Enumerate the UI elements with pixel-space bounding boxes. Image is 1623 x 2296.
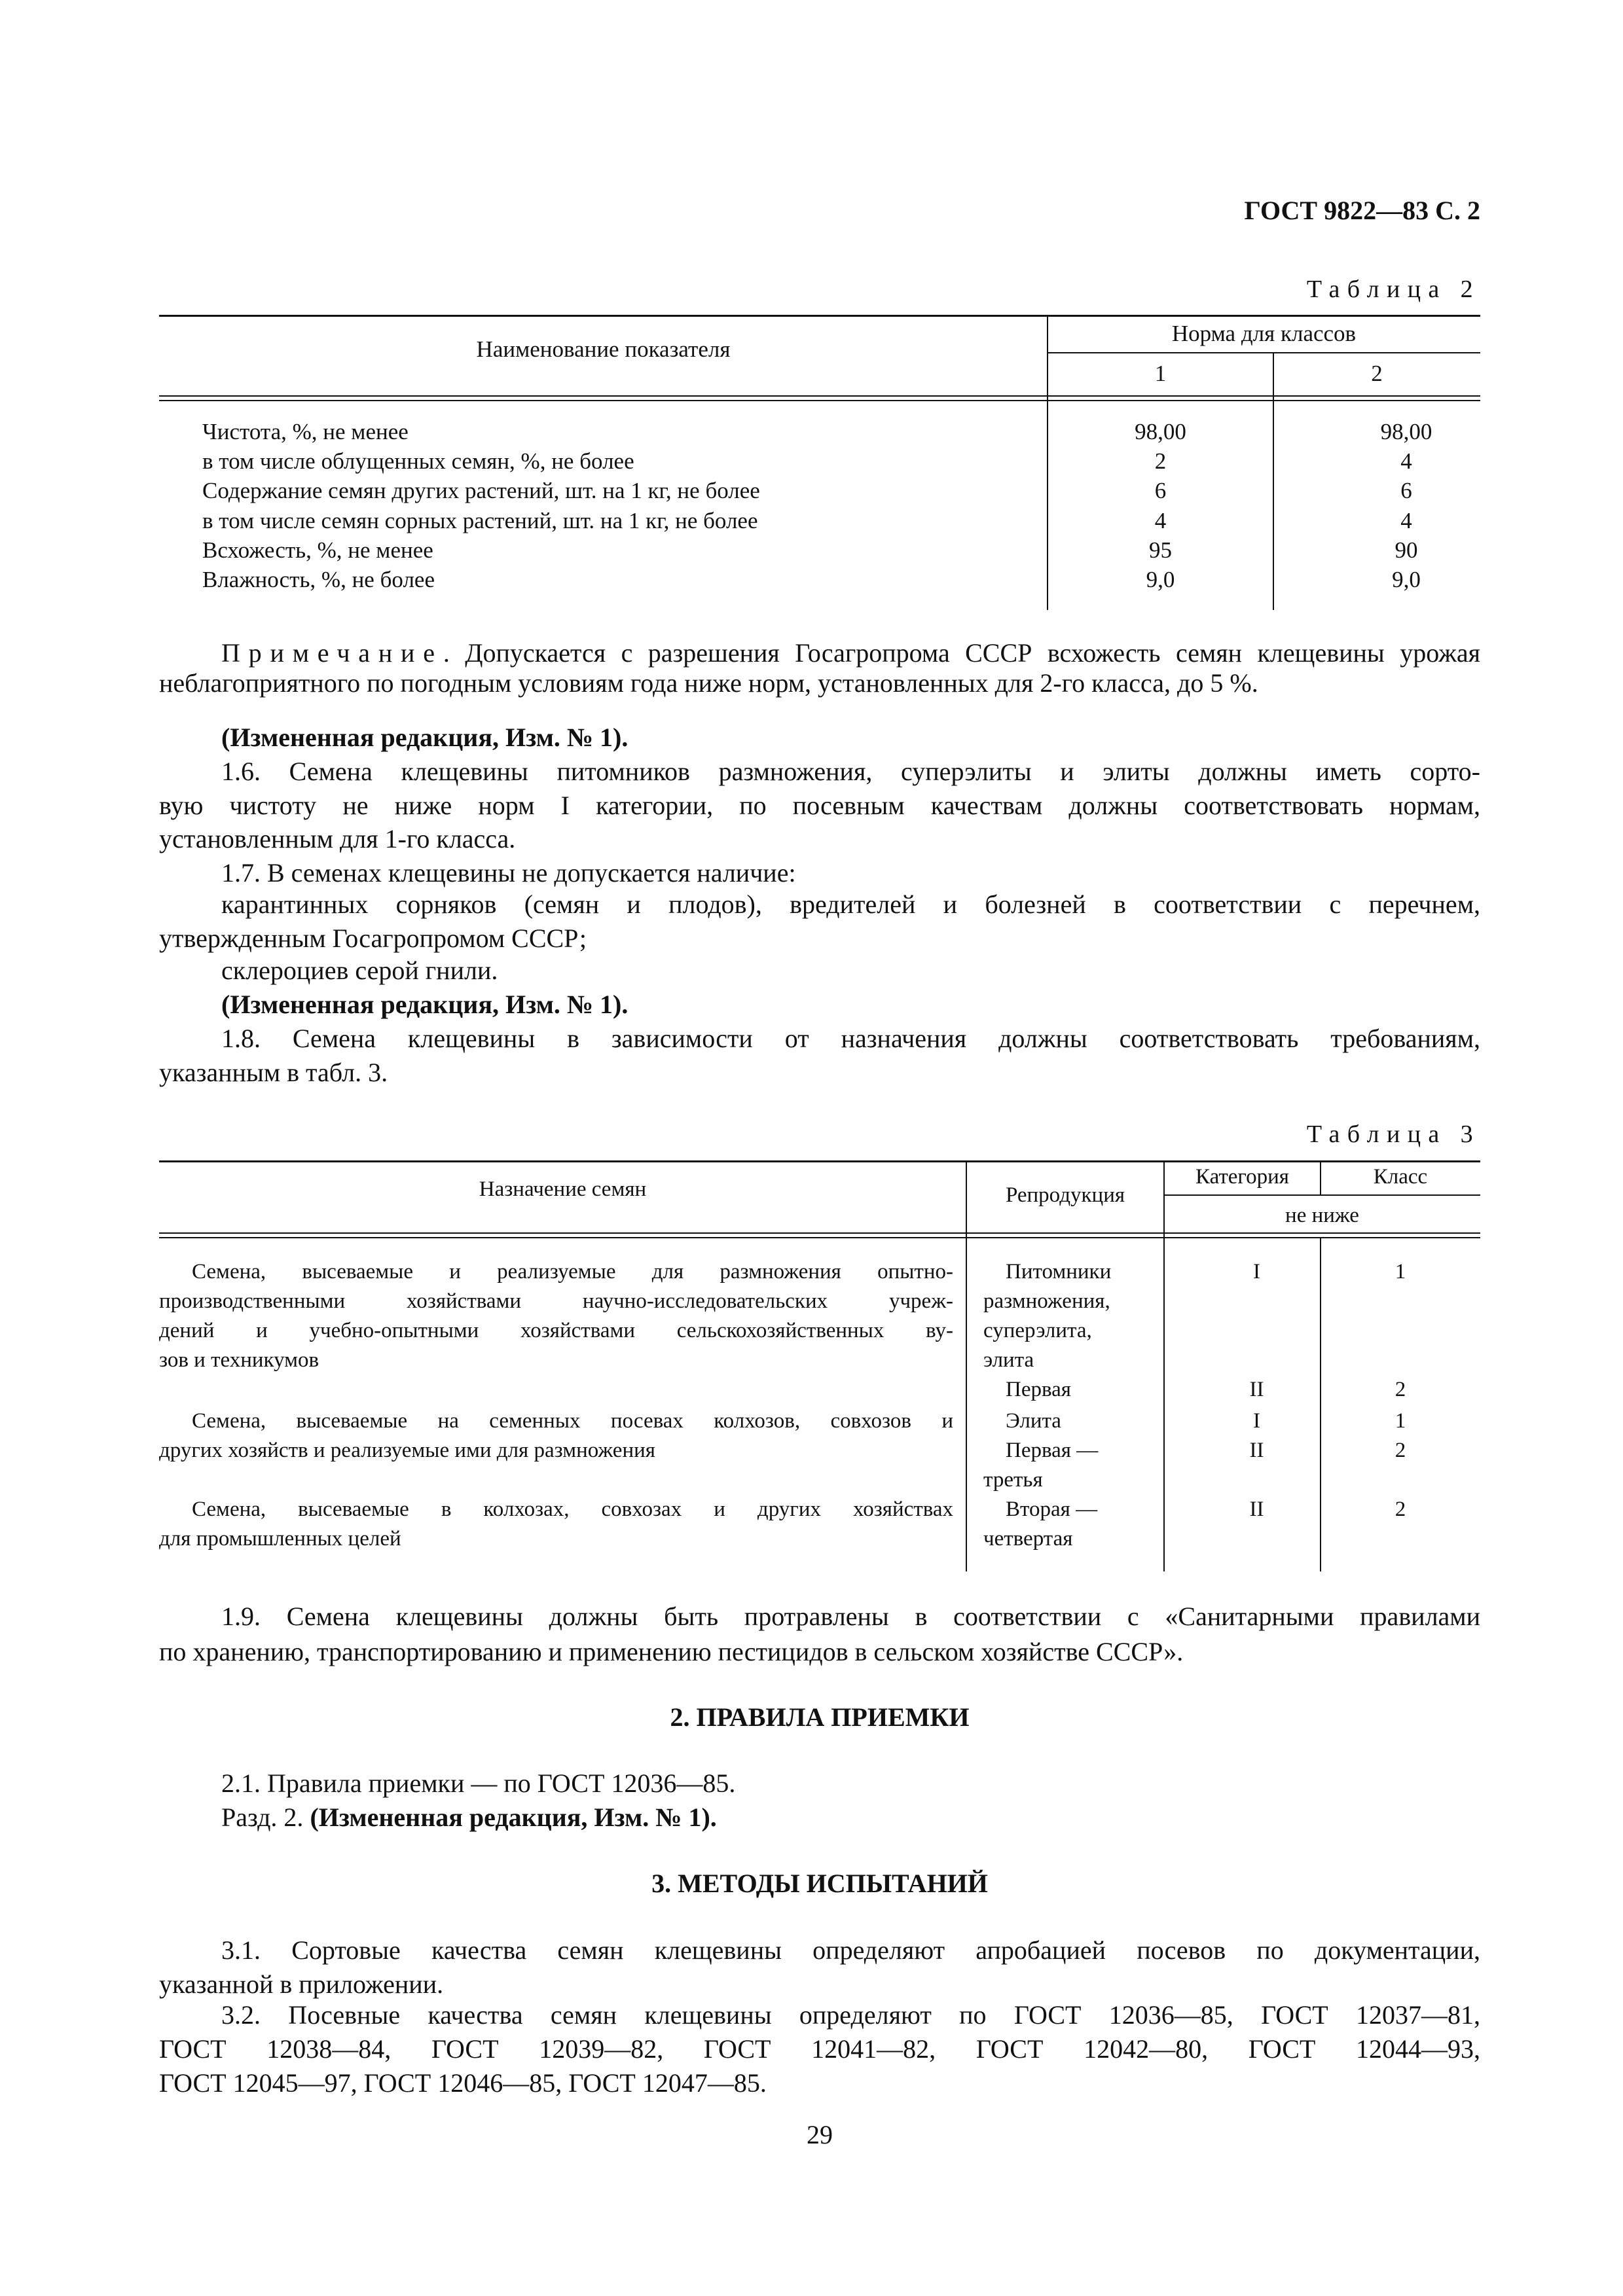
table3-header-category: Категория <box>1195 1165 1289 1189</box>
paragraph-line: 1.7. В семенах клещевины не допускается наличие: <box>221 858 796 888</box>
table2-row-class2: 98,00 <box>1380 419 1432 444</box>
table2-row-class1: 98,00 <box>1135 419 1186 444</box>
table2-header-class2: 2 <box>1371 361 1383 386</box>
table3-row-category <box>1178 1465 1335 1494</box>
table2-row-class1: 4 <box>1154 508 1167 533</box>
paragraph-line: указанным в табл. 3. <box>159 1058 388 1087</box>
table2-row-class2: 6 <box>1400 478 1412 503</box>
table3-row-class <box>1321 1465 1480 1494</box>
paragraph-line: Разд. 2. (Измененная редакция, Изм. № 1). <box>221 1803 717 1832</box>
paragraph-line: 2.1. Правила приемки — по ГОСТ 12036—85. <box>221 1768 736 1798</box>
table2-row-indicator: Содержание семян других растений, шт. на 1 кг, не более <box>202 478 760 503</box>
table3-row-category: II <box>1249 1378 1264 1401</box>
section-heading: 2. ПРАВИЛА ПРИЕМКИ <box>670 1702 970 1732</box>
table3-row-category: II <box>1249 1439 1264 1462</box>
paragraph-line: ГОСТ 12038—84, ГОСТ 12039—82, ГОСТ 12041—82, ГОСТ 12042—80, ГОСТ 12044—93, <box>159 2034 1480 2064</box>
table3-row-purpose: производственными хозяйствами научно-исследовательских учреж- <box>159 1289 953 1313</box>
table2-header-class1: 1 <box>1154 361 1167 386</box>
table2-header-indicator: Наименование показателя <box>476 336 731 362</box>
paragraph-line: по хранению, транспортированию и применению пестицидов в сельском хозяйстве СССР». <box>159 1637 1184 1666</box>
table3-row-category <box>1178 1287 1335 1316</box>
table2-note-line1: Примечание. Допускается с разрешения Госагропрома СССР всхожесть семян клещевины урожая <box>221 638 1480 668</box>
table3-row-reproduction: размножения, <box>983 1289 1110 1313</box>
table3-row-category <box>1178 1524 1335 1553</box>
paragraph-line: 1.8. Семена клещевины в зависимости от назначения должны соответствовать требованиям, <box>221 1024 1480 1053</box>
paragraph-line: 1.6. Семена клещевины питомников размножения, суперэлиты и элиты должны иметь сорто- <box>221 757 1480 786</box>
table3-row-category: II <box>1249 1498 1264 1521</box>
paragraph-line: установленным для 1-го класса. <box>159 824 516 853</box>
paragraph-line: утвержденным Госагропромом СССР; <box>159 924 587 953</box>
table2-row-class1: 2 <box>1154 448 1167 474</box>
table3-row-purpose: других хозяйств и реализуемые ими для размножения <box>159 1439 655 1462</box>
paragraph-line: склероциев серой гнили. <box>221 956 498 985</box>
table3-row-reproduction: третья <box>983 1468 1043 1492</box>
section-heading: 3. МЕТОДЫ ИСПЫТАНИЙ <box>651 1869 988 1898</box>
table2-row-class1: 6 <box>1154 478 1167 503</box>
table3-row-reproduction: элита <box>983 1348 1034 1372</box>
table2-row-class2: 4 <box>1400 448 1412 474</box>
table3-row-category <box>1178 1346 1335 1374</box>
table2-note-line2: неблагоприятного по погодным условиям года ниже норм, установленных для 2-го класса, до 5 %. <box>159 668 1258 698</box>
paragraph-line: 3.1. Сортовые качества семян клещевины определяют апробацией посевов по документации, <box>221 1935 1480 1965</box>
table3-row-reproduction: Вторая — <box>1006 1498 1098 1521</box>
table3-row-reproduction: Питомники <box>1006 1260 1112 1283</box>
table3-row-class: 2 <box>1395 1498 1406 1521</box>
table2-row-class2: 9,0 <box>1392 567 1421 592</box>
paragraph-line: карантинных сорняков (семян и плодов), вредителей и болезней в соответствии с перечнем, <box>221 889 1480 919</box>
table3-row-reproduction: Первая — <box>1006 1439 1099 1462</box>
table3-row-reproduction: Первая <box>1006 1378 1071 1401</box>
table3-row-class: 1 <box>1395 1409 1406 1433</box>
table2-row-class1: 95 <box>1149 537 1172 563</box>
table3-header-purpose: Назначение семян <box>479 1177 647 1201</box>
table3-row-reproduction: Элита <box>1006 1409 1061 1433</box>
table3-row-purpose: Семена, высеваемые и реализуемые для размножения опытно- <box>192 1260 953 1283</box>
table3-row-class: 1 <box>1395 1260 1406 1283</box>
table3-row-class <box>1321 1524 1480 1553</box>
table3-row-purpose: Семена, высеваемые на семенных посевах колхозов, совхозов и <box>192 1409 953 1433</box>
table3-row-class: 2 <box>1395 1378 1406 1401</box>
page-number: 29 <box>807 2120 833 2149</box>
table2-row-class2: 4 <box>1400 508 1412 533</box>
table2-row-indicator: в том числе облущенных семян, %, не более <box>202 448 634 474</box>
table3-row-reproduction: четвертая <box>983 1527 1073 1551</box>
table3-row-category <box>1178 1316 1335 1345</box>
table2-row-class2: 90 <box>1395 537 1418 563</box>
table3-row-category: I <box>1253 1409 1260 1433</box>
table3-row-reproduction: суперэлита, <box>983 1319 1092 1342</box>
table3-row-purpose: дений и учебно-опытными хозяйствами сельскохозяйственных ву- <box>159 1319 953 1342</box>
table3-header-reproduction: Репродукция <box>1005 1183 1125 1207</box>
table3-row-category: I <box>1253 1260 1260 1283</box>
paragraph-line: (Измененная редакция, Изм. № 1). <box>221 723 629 752</box>
table3-row-class <box>1321 1287 1480 1316</box>
paragraph-line: ГОСТ 12045—97, ГОСТ 12046—85, ГОСТ 12047—85. <box>159 2068 767 2098</box>
table3-header-not-lower: не ниже <box>1285 1204 1359 1227</box>
paragraph-line: 1.9. Семена клещевины должны быть протравлены в соответствии с «Санитарными правилами <box>221 1602 1480 1631</box>
table3-row-purpose: Семена, высеваемые в колхозах, совхозах и других хозяйствах <box>192 1498 953 1521</box>
table2-row-indicator: в том числе семян сорных растений, шт. на 1 кг, не более <box>202 508 758 533</box>
table2-row-indicator: Чистота, %, не менее <box>202 419 409 444</box>
table2-header-norm: Норма для классов <box>1171 321 1357 346</box>
table3-row-class: 2 <box>1395 1439 1406 1462</box>
table3-row-purpose: для промышленных целей <box>159 1527 401 1551</box>
table2-row-indicator: Всхожесть, %, не менее <box>202 537 433 563</box>
paragraph-line: указанной в приложении. <box>159 1969 444 1999</box>
note-label: Примечание <box>221 638 443 668</box>
table2-caption: Таблица 2 <box>1306 276 1480 303</box>
table2-row-indicator: Влажность, %, не более <box>202 567 435 592</box>
table3-header-class: Класс <box>1373 1165 1428 1189</box>
table3-row-class <box>1321 1316 1480 1345</box>
paragraph-line: вую чистоту не ниже норм I категории, по посевным качествам должны соответствовать нормам, <box>159 791 1480 820</box>
table3-row-class <box>1321 1346 1480 1374</box>
paragraph-line: (Измененная редакция, Изм. № 1). <box>221 990 629 1019</box>
paragraph-line: 3.2. Посевные качества семян клещевины определяют по ГОСТ 12036—85, ГОСТ 12037—81, <box>221 2000 1480 2030</box>
page-header-title: ГОСТ 9822—83 С. 2 <box>1244 196 1480 225</box>
table2-row-class1: 9,0 <box>1146 567 1175 592</box>
table3-row-purpose: зов и техникумов <box>159 1348 319 1372</box>
table3-caption: Таблица 3 <box>1306 1121 1480 1148</box>
